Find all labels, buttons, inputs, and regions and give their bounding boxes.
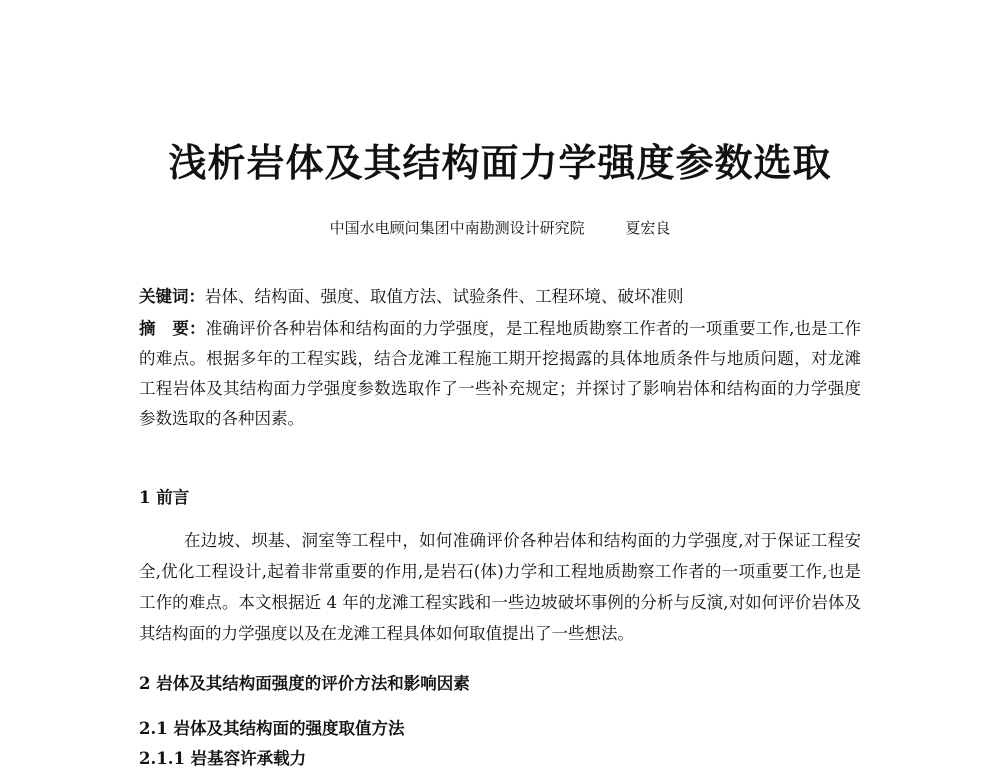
- byline: [0, 216, 1000, 240]
- affiliation: 中国水电顾问集团中南勘测设计研究院: [329, 219, 585, 237]
- section-heading-2-1-1: 2.1.1 岩基容许承载力: [139, 749, 307, 768]
- section-heading-2: 2 岩体及其结构面强度的评价方法和影响因素: [139, 674, 470, 693]
- paper-title: 浅析岩体及其结构面力学强度参数选取: [168, 140, 832, 185]
- abstract: [139, 314, 861, 434]
- keywords-text: 岩体、结构面、强度、取值方法、试验条件、工程环境、破坏准则: [205, 287, 684, 306]
- keywords-label: 关键词：: [139, 287, 205, 306]
- keywords: [139, 282, 861, 312]
- abstract-text: 准确评价各种岩体和结构面的力学强度，是工程地质勘察工作者的一项重要工作,也是工作的难点。根据多年的工程实践，结合龙滩工程施工期开挖揭露的具体地质条件与地质问题，对龙滩工程岩体及其结构面力学强度参数选取作了一些补充规定；并探讨了影响岩体和结构面的力学强度参数选取的各种因素。: [139, 319, 862, 428]
- author: 夏宏良: [625, 219, 671, 237]
- abstract-label: 摘 要：: [139, 319, 206, 338]
- section-heading-2-1: 2.1 岩体及其结构面的强度取值方法: [139, 719, 405, 738]
- section-1-paragraph: 在边坡、坝基、洞室等工程中，如何准确评价各种岩体和结构面的力学强度,对于保证工程安全,优化工程设计,起着非常重要的作用,是岩石(体)力学和工程地质勘察工作者的一项重要工作,也是工作的难点。本文根据近 4 年的龙滩工程实践和一些边坡破坏事例的分析与反演,对如何评价岩体及其结构面的力学强度以及在龙滩工程具体如何取值提出了一些想法。: [139, 531, 861, 643]
- section-heading-1: 1 前言: [139, 488, 190, 507]
